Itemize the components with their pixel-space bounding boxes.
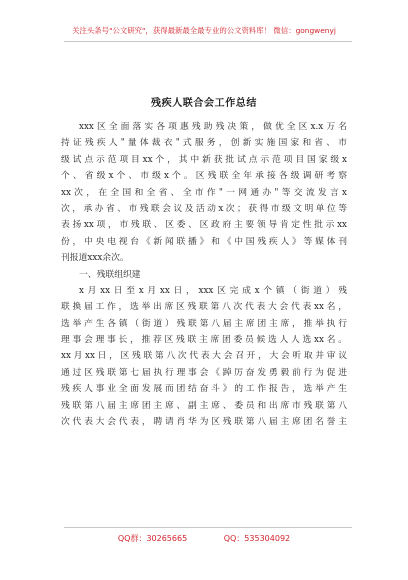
- paragraph-line: 份，中央电视台《新闻联播》和《中国残疾人》等媒体刊: [61, 236, 347, 247]
- document-title: 残疾人联合会工作总结: [151, 98, 257, 109]
- paragraph-line: x月xx日至x月xx日，xxx区完成x个镇（街道）残: [79, 285, 347, 296]
- paragraph-line: xx月xx日，区残联第八次代表大会召开，大会听取并审议: [61, 351, 347, 362]
- header-divider: [64, 41, 352, 42]
- paragraph-line: xxx区全面落实各项惠残助残决策，做优全区x.x万名: [79, 122, 347, 132]
- footer-contact: [0, 533, 408, 544]
- paragraph-2: [61, 283, 347, 431]
- paragraph-line: 持证残疾人"量体裁衣"式服务，创新实施国家和省、市: [61, 138, 347, 149]
- footer-qq-group: QQ群：30265665: [117, 534, 188, 543]
- paragraph-line: 个、省级x个、市级x个。区残联全年承接各级调研考察: [61, 171, 347, 182]
- section-heading: 一、残联组织建: [79, 269, 141, 280]
- footer-divider: [64, 527, 352, 528]
- paragraph-line: 残联第八届主席团主席、副主席、委员和出席市残联第八: [61, 400, 347, 411]
- paragraph-line: xx次，在全国和全省、全市作"一网通办"等交流发言x: [61, 187, 347, 198]
- paragraph-line: 残疾人事业全面发展而团结奋斗》的工作报告，选举产生: [61, 384, 347, 395]
- paragraph-line: 次代表大会代表，聘请肖华为区残联第八届主席团名誉主: [61, 417, 347, 428]
- footer-qq: QQ：535304092: [223, 534, 291, 543]
- paragraph-line: 刊报道xxx余次。: [61, 253, 129, 264]
- header-notice: 关注头条号"公文研究"，获得最新最全最专业的公文资料库！ 微信：gongwenyj: [72, 26, 336, 35]
- paragraph-line: 次，承办省、市残联会议及活动x次；获得市级文明单位等: [61, 203, 347, 214]
- paragraph-1: [61, 119, 347, 267]
- paragraph-line: 选举产生各镇（街道）残联第八届主席团主席，推举执行: [61, 318, 347, 329]
- document-body: [61, 119, 347, 430]
- paragraph-line: 表扬xx项，市残联、区委、区政府主要领导肯定性批示xx: [61, 220, 347, 231]
- paragraph-line: 级试点示范项目xx个，其中新获批试点示范项目国家级x: [61, 154, 347, 165]
- paragraph-line: 联换届工作，选举出席区残联第八次代表大会代表xx名，: [61, 302, 347, 313]
- paragraph-line: 通过区残联第七届执行理事会《踔厉奋发勇毅前行为促进: [61, 367, 347, 378]
- paragraph-line: 理事会理事长，推荐区残联主席团委员候选人人选xx名。: [61, 335, 347, 346]
